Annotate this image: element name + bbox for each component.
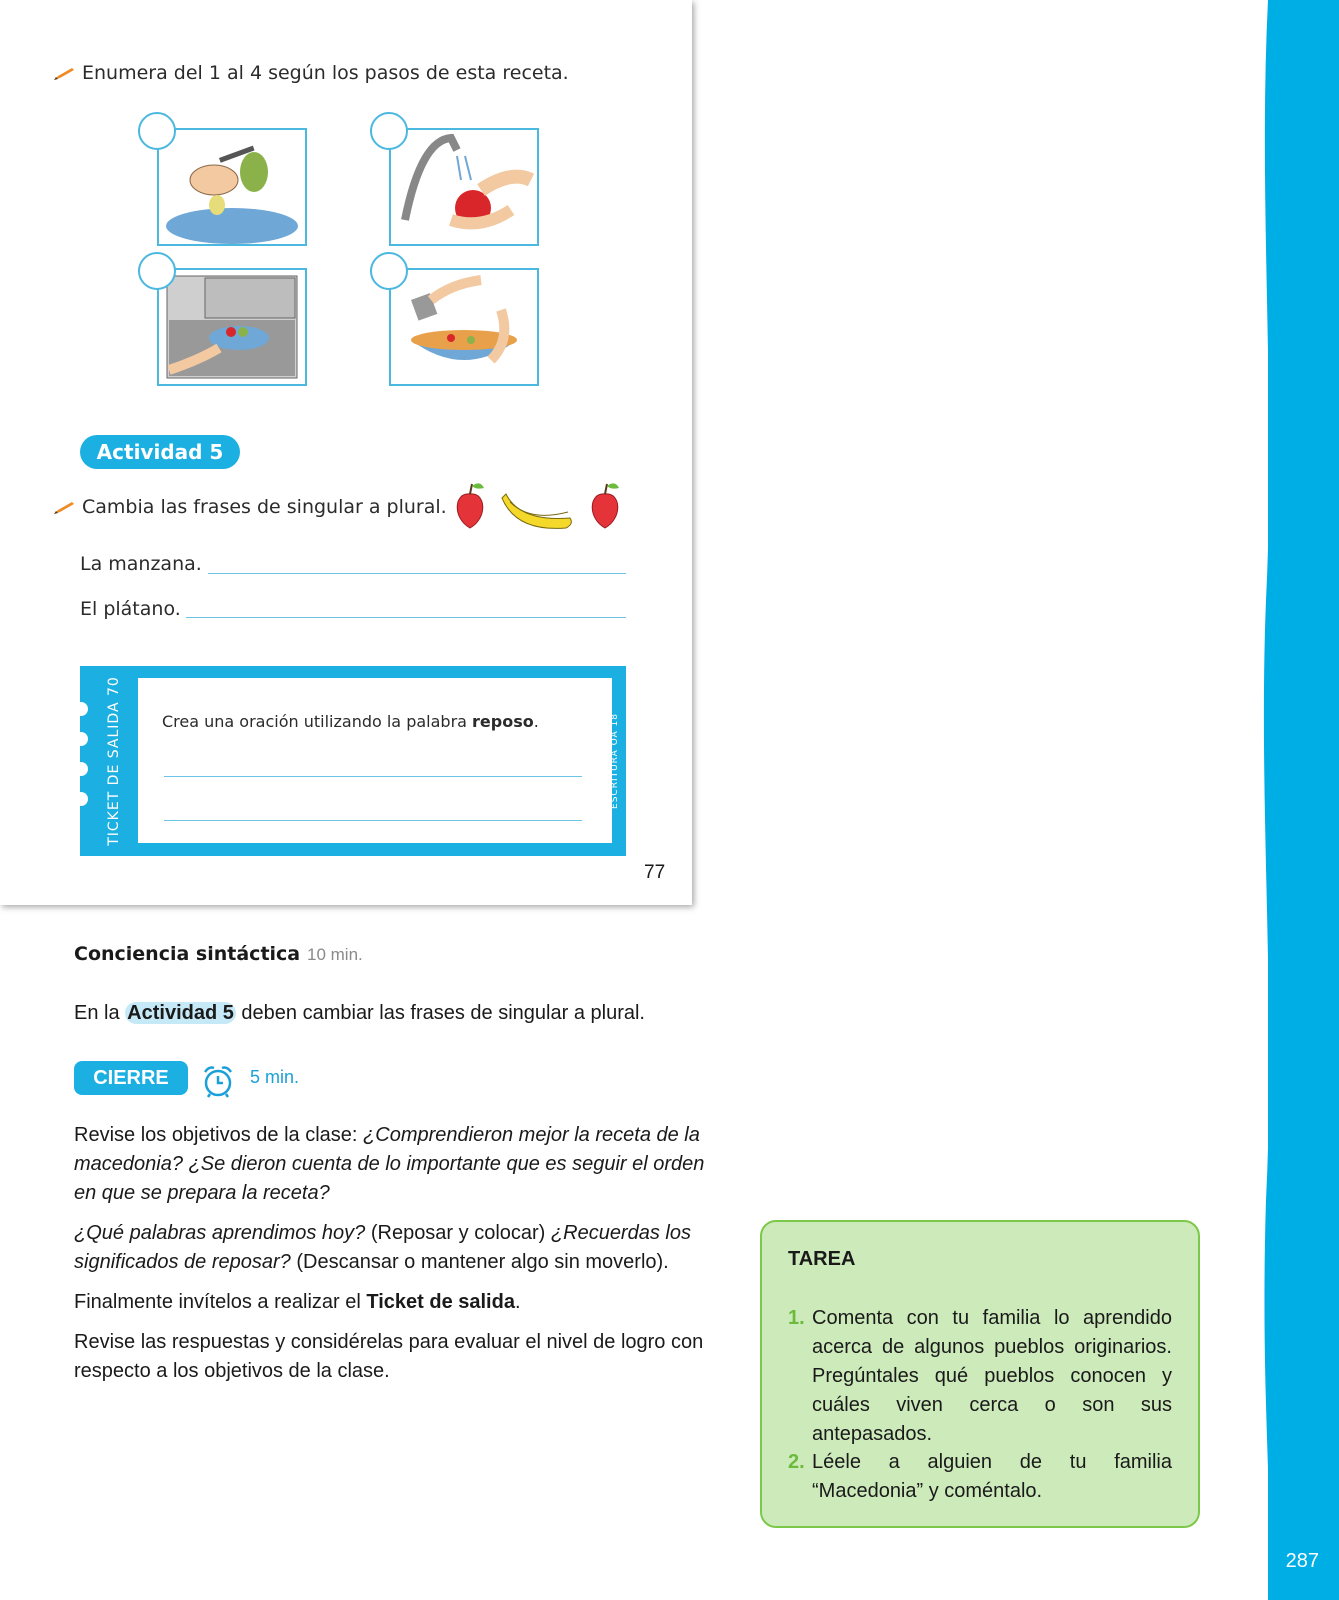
ticket-body bbox=[138, 678, 612, 843]
pencil-icon bbox=[52, 66, 76, 82]
alarm-clock-icon bbox=[201, 1064, 235, 1098]
step-number-circle[interactable] bbox=[370, 252, 408, 290]
ticket-side-label: TICKET DE SALIDA 70 bbox=[106, 676, 122, 846]
phrase-la-manzana: La manzana. bbox=[80, 553, 202, 575]
ticket-right-label: ESCRITURA OA 18 bbox=[610, 713, 620, 809]
homework-item: 1. Comenta con tu familia lo aprendido acerca de algunos pueblos originarios. Pregúntales qué pueblos conocen y cuáles viven cerca o son sus antepasados. bbox=[788, 1307, 1172, 1445]
para-activity: En la Actividad 5 deben cambiar las frases de singular a plural. bbox=[74, 1002, 645, 1024]
section-time: 10 min. bbox=[307, 945, 363, 964]
book-page-number: 77 bbox=[644, 862, 666, 883]
phrase-el-platano: El plátano. bbox=[80, 598, 181, 620]
ticket-notch bbox=[74, 792, 88, 806]
answer-line[interactable] bbox=[208, 573, 626, 574]
recipe-step-peel bbox=[157, 128, 307, 246]
recipe-step-wash bbox=[389, 128, 539, 246]
homework-title: TAREA bbox=[788, 1248, 856, 1270]
ticket-prompt: Crea una oración utilizando la palabra reposo. bbox=[162, 712, 539, 731]
step-number-circle[interactable] bbox=[370, 112, 408, 150]
instruction-1 bbox=[52, 62, 569, 84]
section-title: Conciencia sintáctica bbox=[74, 943, 301, 965]
homework-item: 2. Léele a alguien de tu familia “Macedonia” y coméntalo. bbox=[788, 1451, 1172, 1502]
pencil-icon bbox=[52, 500, 76, 516]
cierre-badge: CIERRE bbox=[74, 1061, 188, 1095]
ticket-notch bbox=[74, 762, 88, 776]
step-number-circle[interactable] bbox=[138, 112, 176, 150]
fruit-illustration bbox=[450, 478, 630, 534]
keyword-reposo: reposo bbox=[472, 712, 534, 731]
banana-icon bbox=[502, 494, 571, 528]
ticket-answer-line[interactable] bbox=[164, 820, 582, 821]
activity-highlight: Actividad 5 bbox=[127, 1002, 234, 1024]
page-number: 287 bbox=[1285, 1550, 1319, 1572]
homework-box bbox=[760, 1220, 1200, 1528]
apple-icon bbox=[592, 483, 619, 528]
exit-ticket bbox=[80, 666, 626, 856]
para-objectives: Revise los objetivos de la clase: ¿Comprendieron mejor la receta de la macedonia? ¿Se dieron cuenta de lo importante que es seguir el orden en que se prepara la receta? bbox=[74, 1124, 705, 1204]
ticket-answer-line[interactable] bbox=[164, 776, 582, 777]
instruction-1-text: Enumera del 1 al 4 según los pasos de esta receta. bbox=[82, 62, 569, 84]
cierre-time: 5 min. bbox=[250, 1067, 300, 1087]
instruction-2-text: Cambia las frases de singular a plural. bbox=[82, 496, 447, 518]
apple-icon bbox=[457, 483, 484, 528]
para-vocabulary: ¿Qué palabras aprendimos hoy? (Reposar y colocar) ¿Recuerdas los significados de reposar? (Descansar o mantener algo sin moverlo). bbox=[74, 1222, 691, 1273]
recipe-step-fridge bbox=[157, 268, 307, 386]
para-ticket: Finalmente invítelos a realizar el Ticket de salida. bbox=[74, 1291, 521, 1313]
ticket-notch bbox=[74, 702, 88, 716]
answer-line[interactable] bbox=[186, 617, 626, 618]
para-review: Revise las respuestas y considérelas para evaluar el nivel de logro con respecto a los objetivos de la clase. bbox=[74, 1331, 704, 1382]
step-number-circle[interactable] bbox=[138, 252, 176, 290]
ticket-notch bbox=[74, 732, 88, 746]
instruction-2 bbox=[52, 496, 447, 518]
recipe-step-mix bbox=[389, 268, 539, 386]
side-band bbox=[1268, 0, 1339, 1600]
wavy-edge bbox=[1256, 0, 1280, 1600]
activity-5-pill: Actividad 5 bbox=[80, 435, 240, 469]
student-book-page bbox=[0, 0, 692, 905]
